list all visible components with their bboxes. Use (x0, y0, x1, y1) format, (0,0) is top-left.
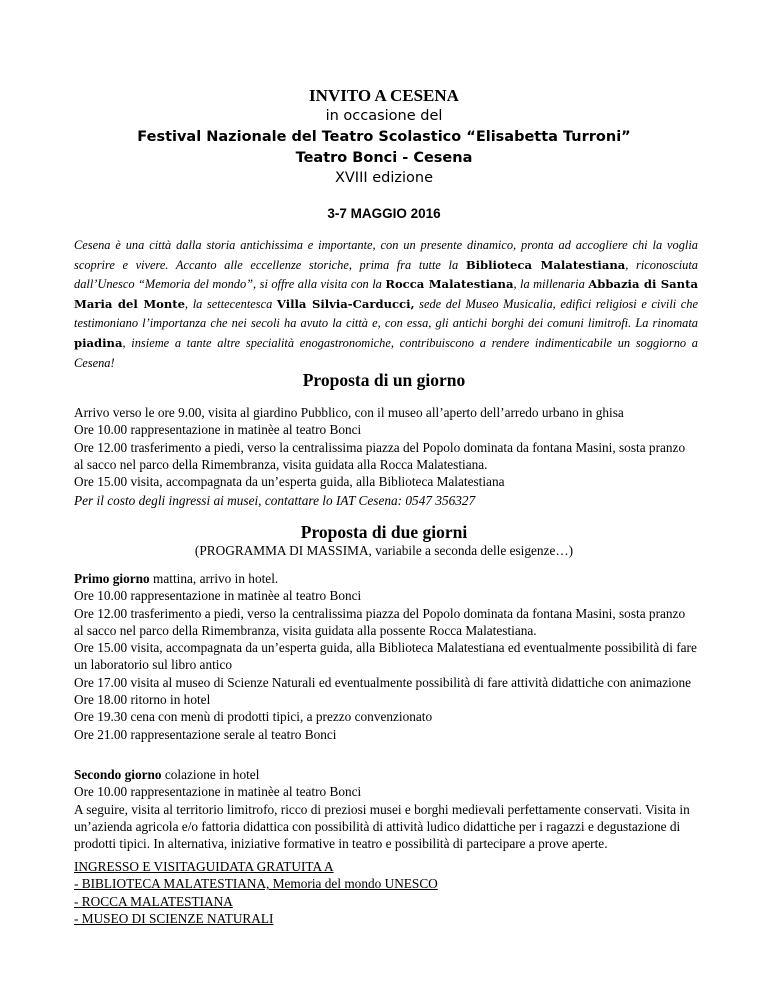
free-entry-list (74, 858, 698, 927)
edition-line: XVIII edizione (334, 170, 434, 186)
program-line: Ore 10.00 rappresentazione in matinèe al teatro Bonci (74, 422, 362, 438)
program-line: Ore 21.00 rappresentazione serale al teatro Bonci (74, 726, 337, 742)
program-line: Arrivo verso le ore 9.00, visita al giardino Pubblico, con il museo all’aperto dell’arredo urbano in ghisa (74, 405, 624, 420)
highlight-villa: Villa Silvia-Carducci, (276, 296, 415, 311)
festival-name: Festival Nazionale del Teatro Scolastico “Elisabetta Turroni” (137, 129, 631, 145)
program-line: A seguire, visita al territorio limitrofo, ricco di preziosi musei e borghi medievali perfettamente conservati. Visita in un’azienda agricola e/o fattoria didattica con possibilità di attività ludico didattiche per i ragazzi e degustazione di prodotti tipici. In alternativa, iniziative formative in teatro e possibilità di partecipare a prove aperte. (74, 801, 690, 852)
program-line: Ore 19.30 cena con menù di prodotti tipici, a prezzo convenzionato (74, 709, 433, 725)
day-two-label: Secondo giorno (74, 767, 162, 782)
free-entry-item: - ROCCA MALATESTIANA (74, 893, 233, 909)
highlight-biblioteca: Biblioteca Malatestiana (465, 257, 626, 272)
program-line: Secondo giorno colazione in hotel (74, 767, 260, 782)
section-title-one-day: Proposta di un giorno (302, 370, 466, 390)
program-line: Ore 12.00 trasferimento a piedi, verso la centralissima piazza del Popolo dominata da fontana Masini, sosta pranzo al sacco nel parco della Rimembranza, visita guidata alla possente Rocca Malatestiana. (74, 605, 686, 638)
one-day-program (74, 404, 698, 490)
program-line: Primo giorno mattina, arrivo in hotel. (74, 571, 279, 586)
highlight-piadina: piadina (74, 335, 123, 350)
program-line: Ore 15.00 visita, accompagnata da un’esperta guida, alla Biblioteca Malatestiana ed eventualmente possibilità di fare un laboratorio sul libro antico (74, 640, 697, 673)
day-one-label: Primo giorno (74, 571, 150, 586)
day-two-program (74, 766, 698, 852)
free-entry-item: - MUSEO DI SCIENZE NATURALI (74, 910, 274, 926)
museum-cost-note: Per il costo degli ingressi ai musei, contattare lo IAT Cesena: 0547 356327 (74, 493, 476, 508)
day-one-program (74, 570, 698, 743)
free-entry-heading: INGRESSO E VISITAGUIDATA GRATUITA A (74, 859, 334, 874)
event-dates: 3-7 MAGGIO 2016 (327, 206, 441, 221)
program-line: Ore 10.00 rappresentazione in matinèe al teatro Bonci (74, 784, 362, 800)
program-line: Ore 17.00 visita al museo di Scienze Naturali ed eventualmente possibilità di fare attività didattiche con animazione (74, 674, 691, 690)
program-line: Ore 10.00 rappresentazione in matinèe al teatro Bonci (74, 588, 362, 604)
occasion-line: in occasione del (325, 108, 443, 124)
venue-line: Teatro Bonci - Cesena (295, 150, 473, 166)
section-title-two-days: Proposta di due giorni (300, 522, 468, 542)
section-subtitle: (PROGRAMMA DI MASSIMA, variabile a seconda delle esigenze…) (194, 543, 574, 558)
program-line: Ore 12.00 trasferimento a piedi, verso la centralissima piazza del Popolo dominata da fontana Masini, sosta pranzo al sacco nel parco della Rimembranza, visita guidata alla Rocca Malatestiana. (74, 439, 686, 472)
program-line: Ore 18.00 ritorno in hotel (74, 692, 211, 708)
document-title: INVITO A CESENA (309, 86, 459, 105)
highlight-abbazia: Abbazia di Santa Maria del Monte (74, 277, 698, 311)
free-entry-item: - BIBLIOTECA MALATESTIANA, Memoria del mondo UNESCO (74, 876, 438, 892)
program-line: Ore 15.00 visita, accompagnata da un’esperta guida, alla Biblioteca Malatestiana (74, 474, 505, 490)
intro-paragraph: Cesena è una città dalla storia antichissima e importante, con un presente dinamico, pronta ad accogliere chi la voglia scoprire e vivere. Accanto alle eccellenze storiche, prima fra tutte la Biblioteca Malatestiana, riconosciuta dall’Unesco “Memoria del mondo”, si offre alla visita con la Rocca Malatestiana, la millenaria Abbazia di Santa Maria del Monte, la settecentesca Villa Silvia-Carducci, sede del Museo Musicalia, edifici religiosi e civili che testimoniano l’importanza che nei secoli ha avuto la città e, con essa, gli antichi borghi dei comuni limitrofi. La rinomata piadina, insieme a tante altre specialità enogastronomiche, contribuiscono a rendere indimenticabile un soggiorno a Cesena! (74, 238, 698, 370)
highlight-rocca: Rocca Malatestiana (385, 277, 514, 292)
